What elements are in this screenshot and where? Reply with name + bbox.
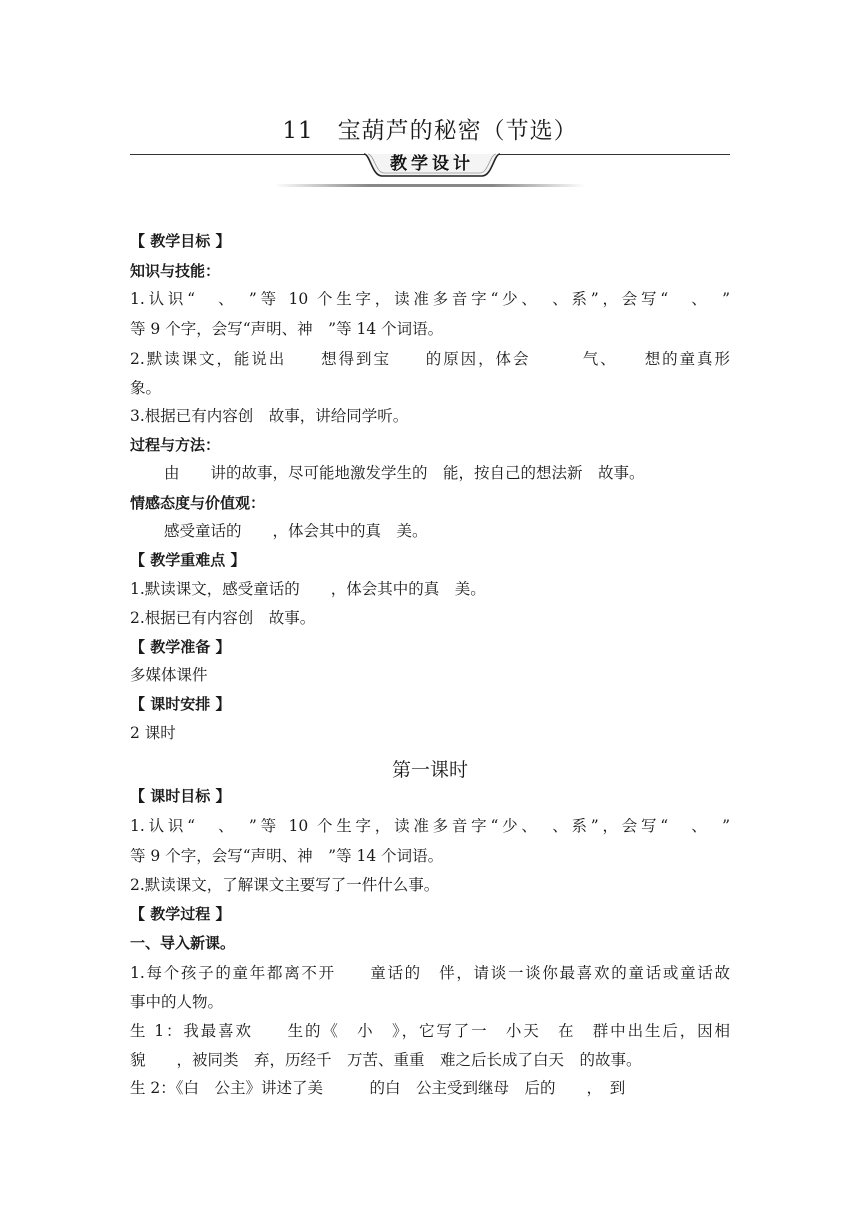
page-title: 11 宝葫芦的秘密（节选） — [282, 118, 578, 144]
text-line: 2.默读课文，能说出 想得到宝 的原因，体会 气、 想的童真形 — [130, 350, 730, 368]
text-line: 事中的人物。 — [130, 993, 224, 1011]
text-line: 1.认识“ 、 ”等 10 个生字，读准多音字“少、 、系”，会写“ 、 ” — [130, 817, 730, 835]
text-line: 象。 — [130, 379, 162, 397]
teaching-design-banner — [130, 146, 730, 196]
section-label: 情感态度与价值观： — [130, 494, 266, 512]
text-line: 1.每个孩子的童年都离不开 童话的 伴，请谈一谈你最喜欢的童话或童话故 — [130, 964, 730, 982]
text-line: 3.根据已有内容创 故事，讲给同学听。 — [130, 407, 409, 425]
text-line: 2.默读课文，了解课文主要写了一件什么事。 — [130, 876, 440, 894]
section-label: 【 教学过程 】 — [130, 905, 231, 923]
text-line: 多媒体课件 — [130, 666, 208, 684]
section-heading: 第一课时 — [391, 759, 468, 781]
section-label: 过程与方法： — [130, 436, 221, 454]
banner-label: 教学设计 — [390, 154, 474, 174]
text-line: 生 2：《白 公主》讲述了美 的白 公主受到继母 后的 ， 到 — [130, 1079, 626, 1097]
section-label: 【 教学目标 】 — [130, 232, 231, 250]
text-line: 由 讲的故事，尽可能地激发学生的 能，按自己的想法新 故事。 — [164, 464, 645, 482]
text-line: 2.根据已有内容创 故事。 — [130, 609, 316, 627]
text-line: 2 课时 — [130, 724, 176, 742]
section-label: 【 课时目标 】 — [130, 787, 231, 805]
text-line: 生 1：我最喜欢 生的《 小 》，它写了一 小天 在 群中出生后，因相 — [130, 1022, 730, 1040]
text-line: 1.默读课文，感受童话的 ，体会其中的真 美。 — [130, 580, 486, 598]
banner-shadow — [275, 184, 585, 187]
section-label: 【 教学准备 】 — [130, 638, 231, 656]
section-label: 【 教学重难点 】 — [130, 551, 246, 569]
text-line: 等 9 个字，会写“声明、神 ”等 14 个词语。 — [130, 320, 444, 338]
section-label: 【 课时安排 】 — [130, 695, 231, 713]
section-label: 一、导入新课。 — [130, 934, 236, 952]
text-line: 貌 ，被同类 弃，历经千 万苦、重重 难之后长成了白天 的故事。 — [130, 1051, 642, 1069]
text-line: 等 9 个字，会写“声明、神 ”等 14 个词语。 — [130, 847, 444, 865]
text-line: 1.认识“ 、 ”等 10 个生字，读准多音字“少、 、系”，会写“ 、 ” — [130, 290, 730, 308]
section-label: 知识与技能： — [130, 262, 221, 280]
text-line: 感受童话的 ，体会其中的真 美。 — [164, 522, 428, 540]
